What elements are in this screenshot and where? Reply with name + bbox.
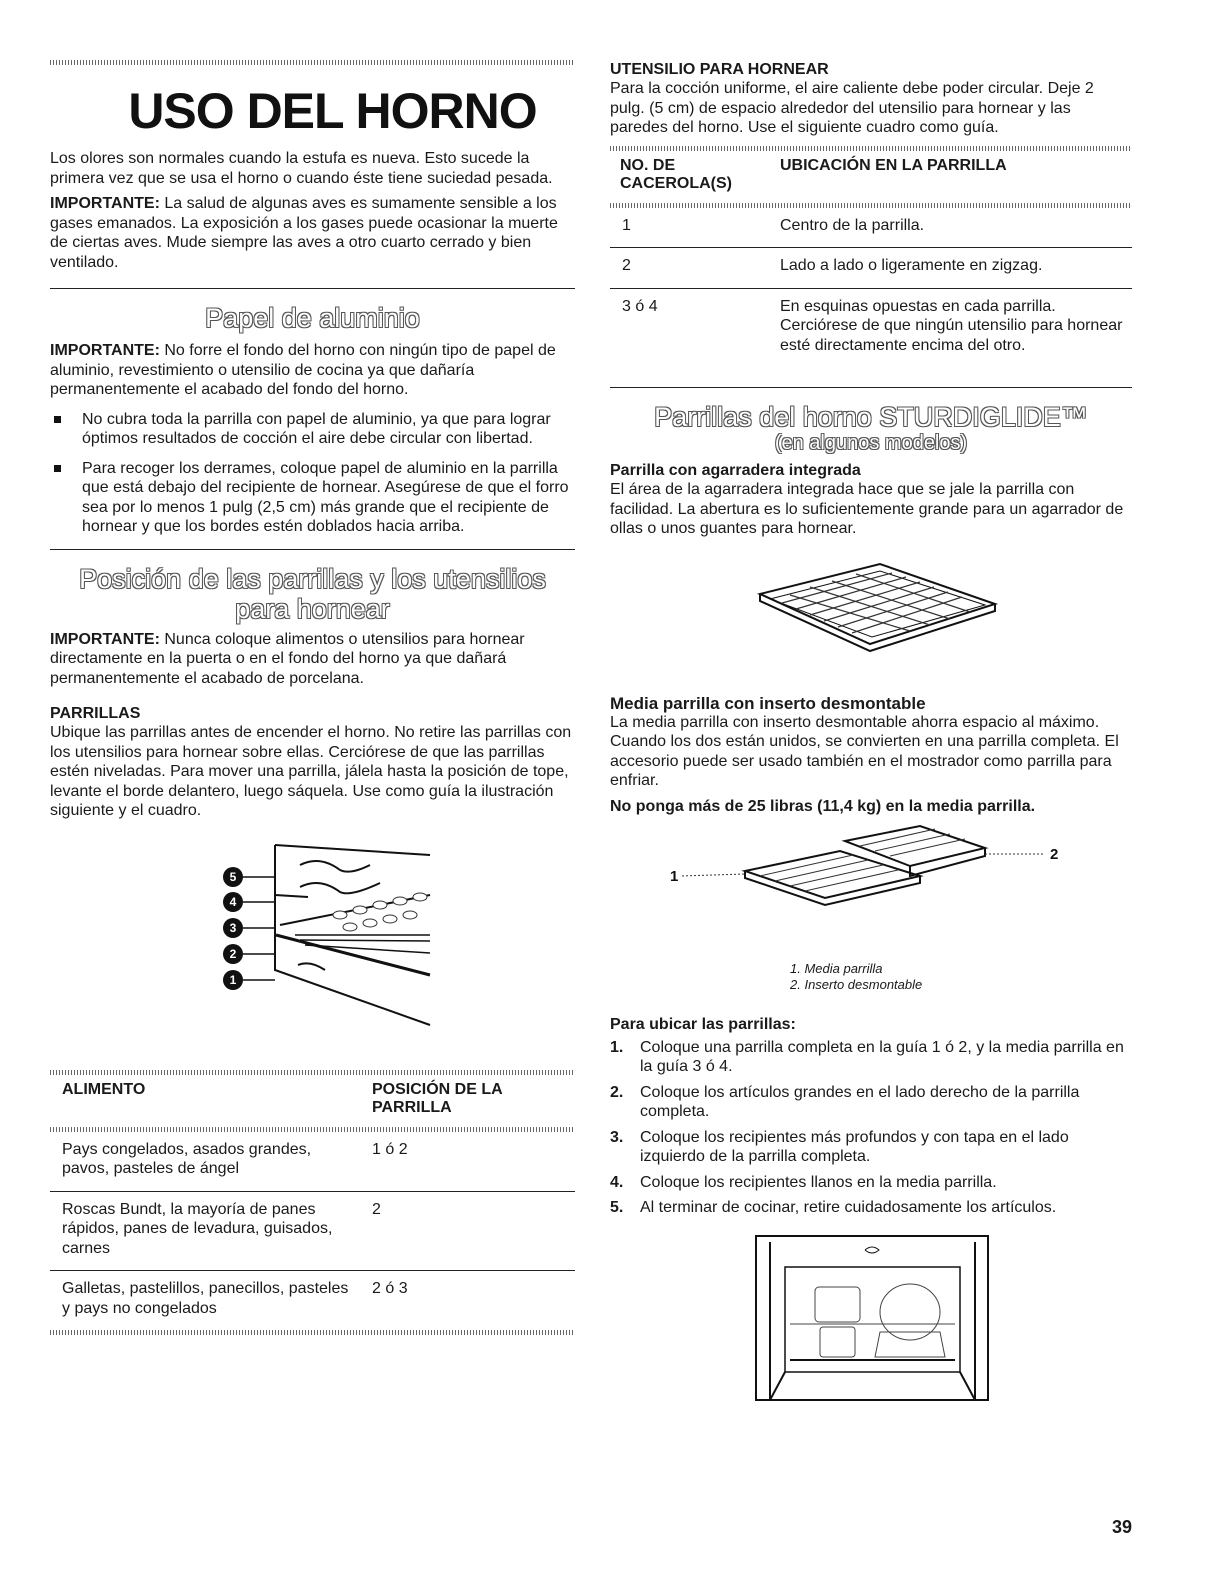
- rack-number-1: 1: [229, 972, 237, 987]
- location-cell: Lado a lado o ligeramente en zigzag.: [768, 248, 1132, 289]
- handle-rack-heading: Parrilla con agarradera integrada: [610, 462, 861, 479]
- table-header: NO. DE CACEROLA(S): [620, 156, 732, 192]
- pan-count-cell: 3 ó 4: [622, 297, 658, 315]
- step-number: 5.: [610, 1199, 624, 1216]
- list-item: [610, 1038, 1132, 1077]
- important-label: IMPORTANTE:: [50, 342, 160, 359]
- rack-number-5: 5: [229, 869, 237, 884]
- table-header: POSICIÓN DE LA PARRILLA: [372, 1080, 503, 1116]
- sturdiglide-heading: Parrillas del horno STURDIGLIDE™: [654, 402, 1088, 432]
- important-text: La salud de algunas aves es sumamente sensible a los gases emanados. La exposición a los gases puede ocasionar la muerte de ciertas aves. Mude siempre las aves a otro cuarto cerrado y bien ventilado.: [50, 195, 558, 271]
- intro-important-paragraph: [50, 194, 575, 272]
- place-racks-steps: [610, 1038, 1132, 1218]
- table-bottom-hatch: [50, 1330, 575, 1335]
- list-item: Para recoger los derrames, coloque papel de aluminio en la parrilla que está debajo del recipiente de hornear. Asegúrese de que el forro sea por lo menos 1 pulg (2,5 cm) más grande que el recipiente de hornear y que los bordes estén doblados hacia arriba.: [50, 459, 575, 537]
- half-rack-illustration: [610, 816, 1132, 956]
- callout-1: 1: [670, 867, 679, 885]
- table-row: [50, 1271, 575, 1331]
- list-item: [610, 1128, 1132, 1167]
- half-rack-heading: Media parrilla con inserto desmontable: [610, 693, 926, 713]
- place-racks-heading: Para ubicar las parrillas:: [610, 1015, 796, 1033]
- food-cell: Roscas Bundt, la mayoría de panes rápidos, panes de levadura, guisados, carnes: [50, 1191, 360, 1271]
- intro-odors-text: Los olores son normales cuando la estufa es nueva. Esto sucede la primera vez que se usa el horno o cuando éste tiene suciedad pesada.: [50, 150, 553, 187]
- handle-rack-illustration: [610, 539, 1132, 689]
- table-header: ALIMENTO: [62, 1080, 146, 1098]
- pan-count-cell: 1: [610, 208, 768, 248]
- page-number: 39: [1111, 1517, 1132, 1537]
- position-important-paragraph: [50, 630, 575, 689]
- list-item: [610, 1198, 1132, 1218]
- step-text: Coloque una parrilla completa en la guía 1 ó 2, y la media parrilla en la guía 3 ó 4.: [640, 1038, 1124, 1075]
- rack-position-illustration: [50, 835, 575, 1035]
- figure-caption: 2. Inserto desmontable: [790, 976, 923, 992]
- left-column: [50, 60, 575, 1335]
- half-rack-warning: No ponga más de 25 libras (11,4 kg) en la media parrilla.: [610, 797, 1036, 815]
- step-number: 1.: [610, 1038, 624, 1056]
- bakeware-heading: UTENSILIO PARA HORNEAR: [610, 61, 829, 78]
- bakeware-table: [610, 151, 1132, 368]
- food-cell: Galletas, pastelillos, panecillos, pasteles y pays no congelados: [62, 1280, 349, 1317]
- food-rack-table: [50, 1075, 575, 1331]
- pan-count-cell: 2: [610, 248, 768, 289]
- list-item: No cubra toda la parrilla con papel de aluminio, ya que para lograr óptimos resultados de cocción el aire debe circular con libertad.: [50, 410, 575, 449]
- foil-bullet-list: [50, 410, 575, 537]
- important-text: No forre el fondo del horno con ningún tipo de papel de aluminio, revestimiento o utensilio de cocina ya que dañaría permanentemente el acabado del fondo del horno.: [50, 342, 556, 398]
- important-label: IMPORTANTE:: [50, 630, 160, 648]
- oven-interior-illustration: [610, 1232, 1132, 1402]
- rack-number-4: 4: [229, 894, 237, 909]
- half-rack-text: La media parrilla con inserto desmontable ahorra espacio al máximo. Cuando los dos están unidos, se convierten en una parrilla completa. El accesorio puede ser usado también en el mostrador como parrilla para enfriar.: [610, 713, 1119, 789]
- position-cell: 2: [360, 1191, 575, 1271]
- table-header: UBICACIÓN EN LA PARRILLA: [780, 156, 1007, 174]
- step-text: Coloque los artículos grandes en el lado derecho de la parrilla completa.: [640, 1083, 1080, 1120]
- top-hatch-rule: [50, 60, 575, 65]
- step-text: Al terminar de cocinar, retire cuidadosamente los artículos.: [640, 1199, 1057, 1216]
- table-row: [610, 208, 1132, 248]
- step-number: 2.: [610, 1083, 624, 1101]
- position-cell: 2 ó 3: [372, 1280, 408, 1297]
- step-number: 3.: [610, 1128, 624, 1146]
- table-row: [50, 1191, 575, 1271]
- rack-number-2: 2: [229, 946, 237, 961]
- position-heading-line1: Posición de las parrillas y los utensilios: [79, 563, 546, 594]
- table-row: [610, 248, 1132, 289]
- foil-heading: Papel de aluminio: [205, 303, 420, 333]
- racks-text: Ubique las parrillas antes de encender el horno. No retire las parrillas con los utensilios para hornear sobre ellas. Cerciórese de que las parrillas estén niveladas. Para mover una parrilla, jálela hasta la posición de tope, levante el borde delantero, luego sáquela. Use como guía la ilustración siguiente y el cuadro.: [50, 724, 572, 819]
- callout-2: 2: [1050, 845, 1059, 863]
- right-column: [610, 60, 1132, 1407]
- step-text: Coloque los recipientes más profundos y con tapa en el lado izquierdo de la parrilla completa.: [640, 1128, 1069, 1165]
- racks-heading: PARRILLAS: [50, 705, 141, 722]
- step-number: 4.: [610, 1173, 624, 1191]
- foil-important-paragraph: [50, 341, 575, 400]
- figure-caption: 1. Media parrilla: [790, 960, 883, 976]
- list-item: [610, 1083, 1132, 1122]
- position-cell: 1 ó 2: [360, 1132, 575, 1192]
- food-cell: Pays congelados, asados grandes, pavos, pasteles de ángel: [50, 1132, 360, 1192]
- bakeware-text: Para la cocción uniforme, el aire caliente debe poder circular. Deje 2 pulg. (5 cm) de espacio alrededor del utensilio para hornear y las paredes del horno. Use el siguiente cuadro como guía.: [610, 80, 1094, 136]
- step-text: Coloque los recipientes llanos en la media parrilla.: [640, 1173, 997, 1191]
- location-cell: En esquinas opuestas en cada parrilla. Cerciórese de que ningún utensilio para hornear esté directamente encima del otro.: [780, 297, 1123, 354]
- handle-rack-text: El área de la agarradera integrada hace que se jale la parrilla con facilidad. La abertura es lo suficientemente grande para un agarrador de ollas o unos guantes para hornear.: [610, 481, 1124, 537]
- important-label: IMPORTANTE:: [50, 195, 160, 212]
- table-row: [50, 1132, 575, 1192]
- rack-number-3: 3: [229, 920, 237, 935]
- important-text: Nunca coloque alimentos o utensilios para hornear directamente en la puerta o en el fondo del horno ya que dañará permanentemente el acabado de porcelana.: [50, 630, 525, 687]
- location-cell: Centro de la parrilla.: [768, 208, 1132, 248]
- list-item: [610, 1173, 1132, 1193]
- sturdiglide-subheading: (en algunos modelos): [774, 432, 968, 454]
- table-row: [610, 288, 1132, 367]
- position-heading-line2: para hornear: [235, 593, 390, 624]
- page-title: USO DEL HORNO: [128, 83, 537, 139]
